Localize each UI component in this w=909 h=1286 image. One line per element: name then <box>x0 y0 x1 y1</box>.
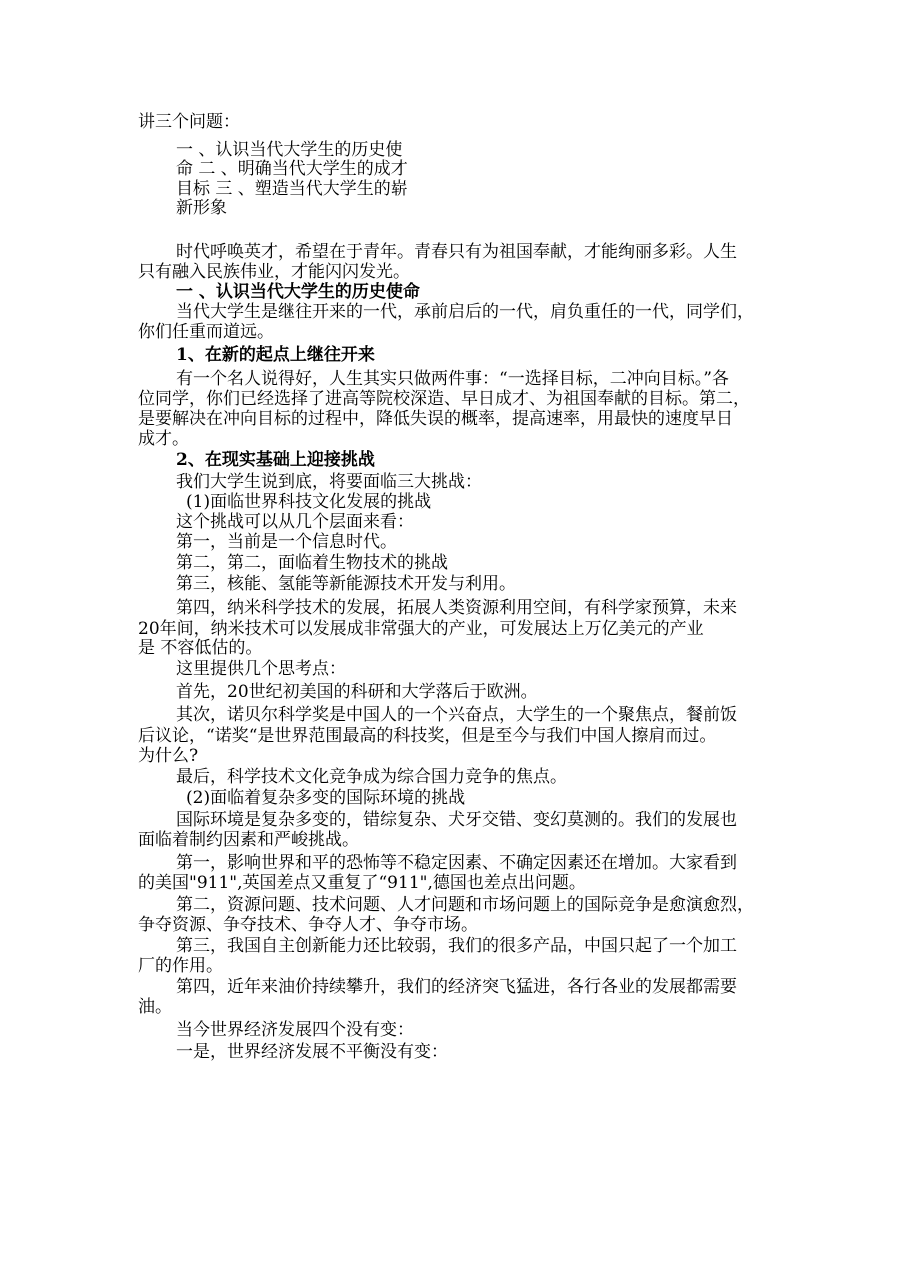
body-paragraph-line: 这个挑战可以从几个层面来看： <box>176 512 414 532</box>
body-paragraph-line: 第三，核能、氢能等新能源技术开发与利用。 <box>176 574 516 594</box>
body-paragraph-line: 后议论，“诺奖“是世界范围最高的科技奖，但是至今与我们中国人擦肩而过。 <box>138 726 717 746</box>
body-paragraph-line: 成才。 <box>138 429 189 449</box>
outline-line: 新形象 <box>176 198 227 218</box>
section-heading: 一 、认识当代大学生的历史使命 <box>176 282 420 302</box>
body-paragraph-line: 第四，纳米科学技术的发展，拓展人类资源利用空间，有科学家预算，未来 <box>176 598 737 618</box>
body-paragraph-line: 第三，我国自主创新能力还比较弱，我们的很多产品，中国只起了一个加工 <box>176 936 737 956</box>
body-paragraph-line: 第四，近年来油价持续攀升，我们的经济突飞猛进，各行各业的发展都需要 <box>176 977 737 997</box>
subsection-heading: 2、在现实基础上迎接挑战 <box>176 450 375 470</box>
body-paragraph-line: 油。 <box>138 997 172 1017</box>
body-paragraph-line: 的美国"911",英国差点又重复了“911",德国也差点出问题。 <box>138 873 586 893</box>
outline-line: 一 、认识当代大学生的历史使 <box>176 140 403 160</box>
body-paragraph-line: 是 不容低估的。 <box>138 638 263 658</box>
body-paragraph-line: 位同学，你们已经选择了进高等院校深造、早日成才、为祖国奉献的目标。第二， <box>138 389 750 409</box>
body-paragraph-line: 有一个名人说得好，人生其实只做两件事：“一选择目标，二冲向目标。”各 <box>176 369 729 389</box>
body-paragraph-line: 当今世界经济发展四个没有变： <box>176 1020 414 1040</box>
body-paragraph-line: 我们大学生说到底，将要面临三大挑战： <box>176 472 482 492</box>
body-paragraph-line: 时代呼唤英才，希望在于青年。青春只有为祖国奉献，才能绚丽多彩。人生 <box>176 242 737 262</box>
body-paragraph-line: 第一，影响世界和平的恐怖等不稳定因素、不确定因素还在增加。大家看到 <box>176 853 737 873</box>
body-paragraph-line: 是要解决在冲向目标的过程中，降低失误的概率，提高速率，用最快的速度早日 <box>138 409 733 429</box>
body-paragraph-line: 一是，世界经济发展不平衡没有变： <box>176 1042 448 1062</box>
body-paragraph-line: 其次，诺贝尔科学奖是中国人的一个兴奋点，大学生的一个聚焦点，餐前饭 <box>176 705 737 725</box>
subsection-heading: 1、在新的起点上继往开来 <box>176 345 375 365</box>
body-paragraph-line: 当代大学生是继往开来的一代，承前启后的一代，肩负重任的一代，同学们， <box>176 302 754 322</box>
item-heading: (2)面临着复杂多变的国际环境的挑战 <box>186 788 466 808</box>
outline-line: 命 二 、明确当代大学生的成才 <box>176 159 408 179</box>
body-paragraph-line: 第二，第二，面临着生物技术的挑战 <box>176 553 448 573</box>
item-heading: (1)面临世界科技文化发展的挑战 <box>186 492 432 512</box>
body-paragraph-line: 第二，资源问题、技术问题、人才问题和市场问题上的国际竞争是愈演愈烈， <box>176 895 754 915</box>
body-paragraph-line: 20年间，纳米技术可以发展成非常强大的产业，可发展达上万亿美元的产业 <box>138 619 704 639</box>
body-paragraph-line: 首先，20世纪初美国的科研和大学落后于欧洲。 <box>176 682 538 702</box>
body-paragraph-line: 国际环境是复杂多变的，错综复杂、犬牙交错、变幻莫测的。我们的发展也 <box>176 810 737 830</box>
body-paragraph-line: 争夺资源、争夺技术、争夺人才、争夺市场。 <box>138 915 478 935</box>
outline-line: 目标 三 、塑造当代大学生的崭 <box>176 179 408 199</box>
body-paragraph-line: 厂的作用。 <box>138 956 223 976</box>
body-paragraph-line: 你们任重而道远。 <box>138 322 274 342</box>
body-paragraph-line: 面临着制约因素和严峻挑战。 <box>138 830 359 850</box>
body-paragraph-line: 只有融入民族伟业，才能闪闪发光。 <box>138 262 410 282</box>
body-paragraph-line: 为什么? <box>138 746 199 766</box>
body-paragraph-line: 第一，当前是一个信息时代。 <box>176 532 397 552</box>
body-paragraph-line: 最后，科学技术文化竞争成为综合国力竞争的焦点。 <box>176 767 567 787</box>
body-paragraph-line: 这里提供几个思考点： <box>176 659 346 679</box>
intro-heading: 讲三个问题： <box>138 112 240 132</box>
